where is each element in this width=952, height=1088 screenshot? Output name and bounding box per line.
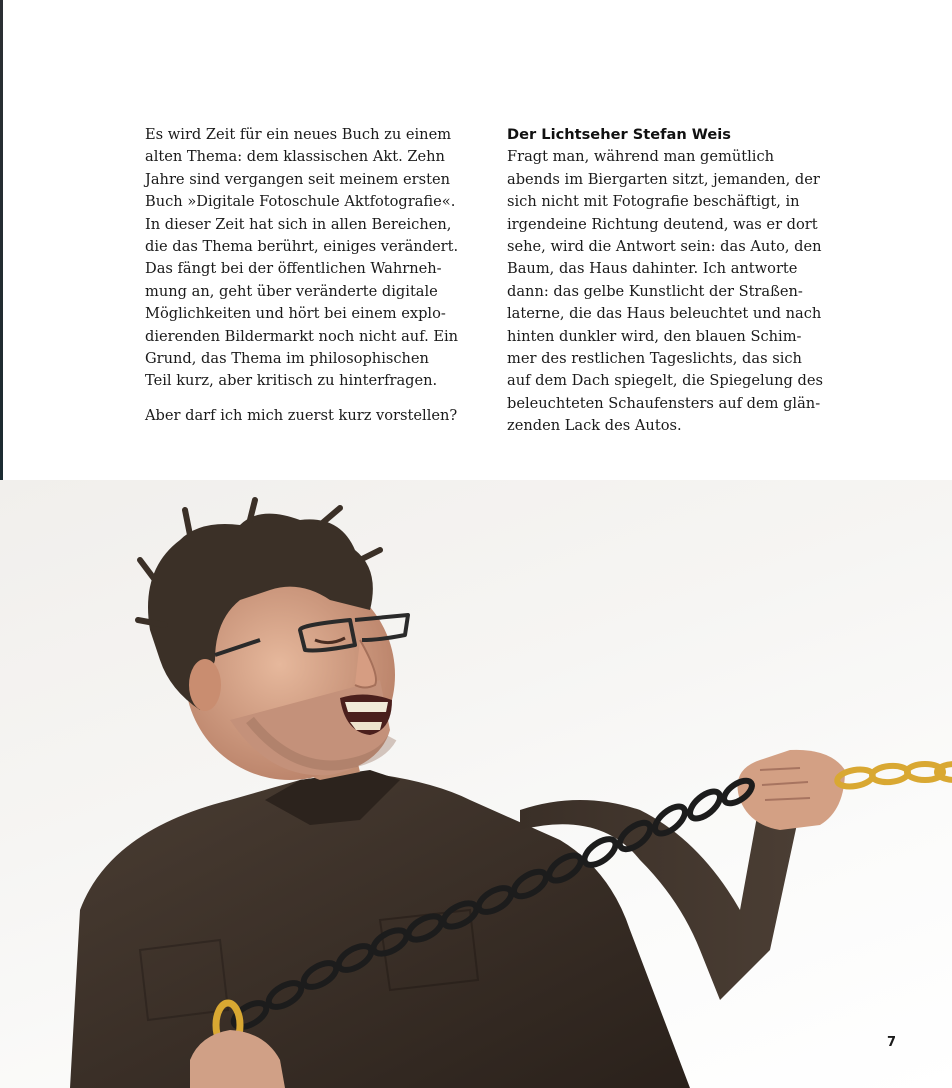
question-paragraph [145,405,458,427]
text-line: hinten dunkler wird, den blauen Schim- [507,327,802,345]
text-line: laterne, die das Haus beleuchtet und nach [507,305,822,323]
text-line: alten Thema: dem klassischen Akt. Zehn [145,148,445,166]
text-line: Fragt man, während man gemütlich [507,148,775,166]
text-line: Teil kurz, aber kritisch zu hinterfragen. [145,372,438,390]
text-line: mer des restlichen Tageslichts, das sich [507,350,802,368]
text-line: Das fängt bei der öffentlichen Wahrneh- [145,260,442,278]
text-line: dierenden Bildermarkt noch nicht auf. Ein [145,327,459,345]
text-line: Aber darf ich mich zuerst kurz vorstellen? [145,406,458,424]
text-line: In dieser Zeit hat sich in allen Bereichen, [145,215,452,233]
left-text-column [145,124,459,427]
text-line: Jahre sind vergangen seit meinem ersten [145,170,451,188]
text-line: beleuchteten Schaufensters auf dem glän- [507,394,821,412]
ear [189,659,221,711]
text-line: Baum, das Haus dahinter. Ich antworte [507,260,798,278]
text-line: irgendeine Richtung deutend, was er dort [507,215,818,233]
chain-yellow [836,764,952,789]
portrait-photo [0,480,952,1088]
photo-illustration [0,480,952,1088]
right-text-column [507,124,823,438]
text-line: sich nicht mit Fotografie beschäftigt, in [507,193,800,211]
text-line: sehe, wird die Antwort sein: das Auto, den [507,238,822,256]
text-line: dann: das gelbe Kunstlicht der Straßen- [507,282,803,300]
section-heading: Der Lichtseher Stefan Weis [507,126,731,143]
text-line: die das Thema berührt, einiges verändert. [145,238,459,256]
text-line: abends im Biergarten sitzt, jemanden, der [507,170,820,188]
text-line: auf dem Dach spiegelt, die Spiegelung des [507,372,823,390]
paragraph-spacer [145,393,445,405]
text-line: Buch »Digitale Fotoschule Aktfotografie«. [145,193,456,211]
text-line: Möglichkeiten und hört bei einem explo- [145,305,446,323]
body-paragraph [507,146,823,437]
text-line: mung an, geht über veränderte digitale [145,282,438,300]
text-line: zenden Lack des Autos. [507,417,682,435]
text-line: Es wird Zeit für ein neues Buch zu einem [145,126,452,143]
page-number: 7 [886,1035,896,1050]
intro-paragraph [145,124,459,393]
text-line: Grund, das Thema im philosophischen [145,350,429,368]
